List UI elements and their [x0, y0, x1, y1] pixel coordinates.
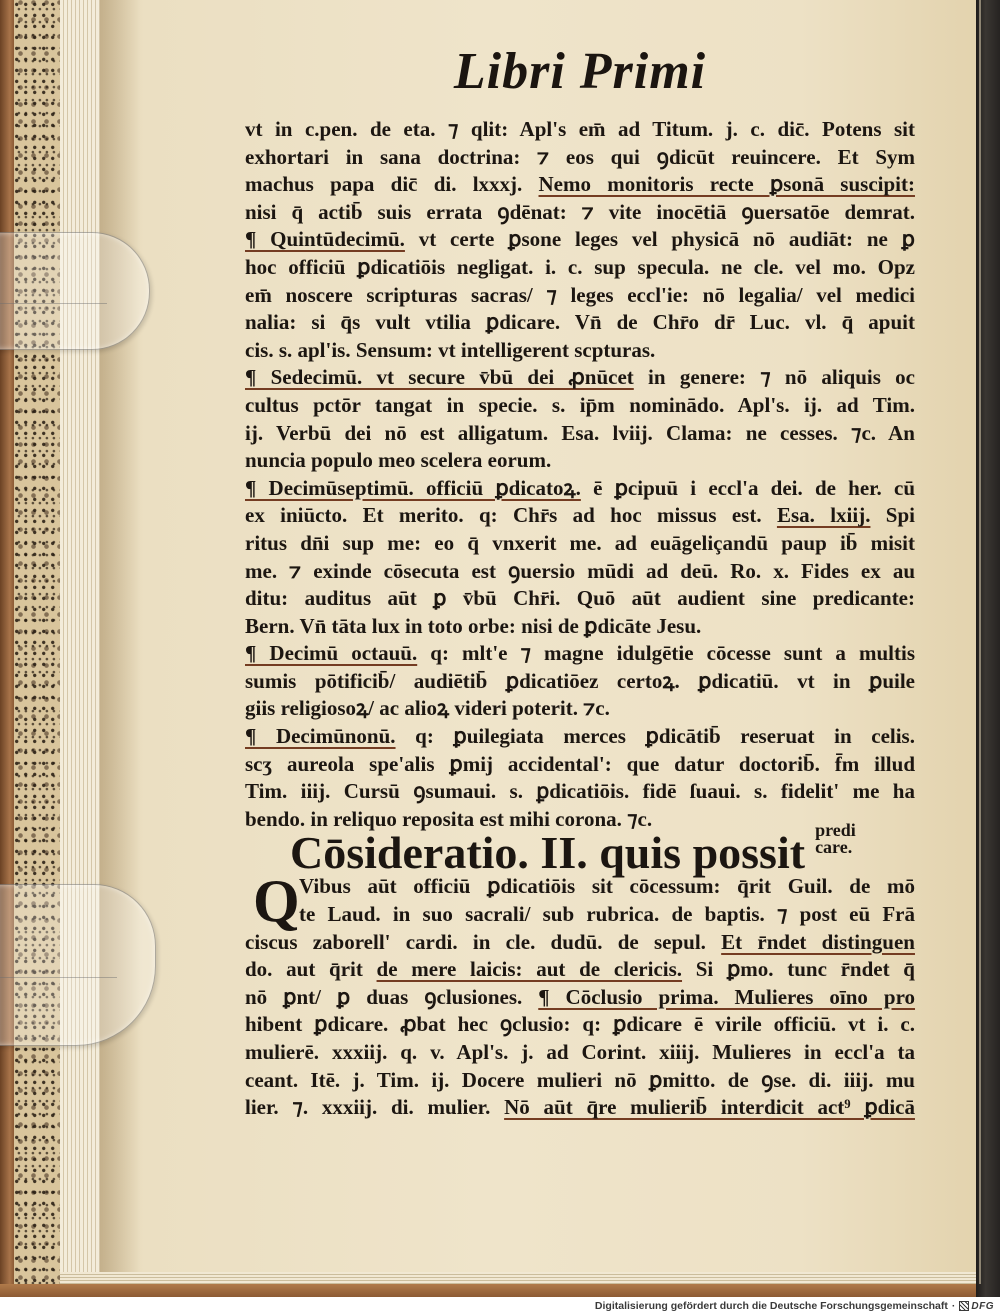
text-segment: ceant. Itē. j. Tim. ij. Docere mulieri nō ꝑmitto. de ꝯse. di. iiij. mu	[245, 1067, 915, 1092]
text-line	[245, 723, 915, 751]
credit-separator: ·	[951, 1300, 956, 1312]
text-segment: nuncia populo meo scelera eorum.	[245, 448, 552, 473]
text-line	[245, 226, 915, 254]
text-line	[245, 309, 915, 337]
text-line	[245, 1011, 915, 1039]
text-segment: q: mlt'e ⁊ magne idulgētie cōcesse sunt a multis	[417, 641, 915, 666]
underlined-phrase: ¶ Quintūdecimū.	[245, 227, 405, 252]
text-segment: machus papa dic̄ di. lxxxj.	[245, 172, 539, 197]
text-line	[245, 873, 915, 901]
text-line	[245, 282, 915, 310]
text-segment: vt in c.pen. de eta. ⁊ qlit: Apl's em̄ ad Titum. j. c. dic̄. Potens sit	[245, 117, 915, 141]
text-segment: hoc officiū ꝑdicatiōis negligat. i. c. sup specula. ne cle. vel mo. Opz	[245, 254, 915, 279]
text-segment: ē ꝑcipuū i eccl'a dei. de her. cū	[580, 475, 915, 500]
text-segment: hibent ꝑdicare. ꝓbat hec ꝯclusio: q: ꝑdicare ē virile officiū. vt i. c.	[245, 1012, 915, 1037]
text-segment: ex iniūcto. Et merito. q: Chr̄s ad hoc missus est.	[245, 503, 777, 528]
running-head: Libri Primi	[453, 43, 707, 100]
text-line	[245, 364, 915, 392]
digitization-credit-bar	[0, 1297, 1000, 1315]
text-segment: q: ꝑuilegiata merces ꝑdicātib̄ reseruat in celis.	[395, 724, 915, 749]
underlined-phrase: Nemo monitoris recte ꝑsonā suscipit:	[538, 172, 915, 197]
section-heading-tail-top: predi	[815, 820, 856, 841]
text-segment: bendo. in reliquo reposita est mihi corona. ⁊c.	[245, 806, 653, 831]
text-segment: vt certe ꝑsone leges vel physicā nō audiāt: ne ꝑ	[404, 227, 915, 252]
dfg-logo-text: DFG	[971, 1300, 994, 1312]
text-segment: sumis pōtificib̄/ audiētib̄ ꝑdicatiōez certoꝝ. ꝑdicatiū. vt in ꝑuile	[245, 668, 915, 693]
underlined-phrase: ¶ Decimūnonū.	[245, 724, 396, 749]
text-segment: lier. ⁊. xxxiij. di. mulier.	[245, 1095, 505, 1120]
text-line	[245, 475, 915, 503]
text-line	[245, 901, 915, 929]
underlined-phrase: de mere laicis: aut de clericis.	[376, 957, 683, 982]
text-line	[245, 1067, 915, 1095]
text-segment: ij. Verbū dei nō est alligatum. Esa. lviij. Clama: ne cesses. ⁊c. An	[245, 420, 915, 445]
text-line	[245, 171, 915, 199]
section-heading-tail	[815, 822, 856, 856]
text-segment: cis. s. apl'is. Sensum: vt intelligerent scpturas.	[245, 337, 656, 362]
text-segment: me. ⁊ exinde cōsecuta est ꝯuersio mūdi ad deū. Ro. x. Fides ex au	[245, 558, 915, 583]
text-segment: nisi q̄ actib̄ suis errata ꝯdēnat: ⁊ vite inocētiā ꝯuersatōe demrat.	[245, 199, 915, 224]
marbled-endpaper	[14, 0, 60, 1290]
text-line	[245, 668, 915, 696]
underlined-phrase: ¶ Cōclusio prima. Mulieres oīno pro	[538, 984, 916, 1009]
underlined-phrase: ¶ Decimū octauū.	[245, 641, 418, 666]
text-line	[245, 254, 915, 282]
text-line	[245, 695, 915, 723]
text-segment: Si ꝑmo. tunc r̄ndet q̄	[682, 957, 915, 982]
page-bottom-edge	[60, 1272, 976, 1284]
section-heading	[245, 820, 915, 879]
text-line	[245, 585, 915, 613]
text-section-2	[245, 868, 916, 1121]
text-segment: exhortari in sana doctrina: ⁊ eos qui ꝯdicūt reuincere. Et Sym	[245, 144, 915, 169]
page-clip-bottom	[0, 884, 156, 1046]
text-line	[245, 778, 915, 806]
text-line	[245, 447, 915, 475]
text-segment: Tim. iiij. Cursū ꝯsumaui. s. ꝑdicatiōis. fidē ſuaui. s. fidelit' me ha	[245, 779, 915, 804]
text-segment: ritus dn̄i sup me: eo q̄ vnxerit me. ad euāgeliçandū paup ib̄ misit	[245, 530, 915, 555]
dfg-logo-icon	[959, 1301, 969, 1311]
text-line	[245, 199, 915, 227]
text-block	[245, 116, 915, 1122]
scan-right-edge	[976, 0, 1000, 1297]
text-segment: ditu: auditus aūt ꝑ v̄bū Chr̄i. Quō aūt audient sine predicante:	[245, 586, 915, 611]
text-segment: in genere: ⁊ nō aliquis oc	[633, 365, 916, 390]
text-line	[245, 1039, 915, 1067]
text-segment: ciscus zaborell' cardi. in cle. dudū. de sepul.	[245, 929, 722, 954]
digitization-credit: Digitalisierung gefördert durch die Deutsche Forschungsgemeinschaft	[594, 1300, 948, 1312]
text-segment: nalia: si q̄s vult vtilia ꝑdicare. Vn̄ de Chr̄o dr̄ Luc. vl. q̄ apuit	[245, 310, 915, 335]
text-segment: em̄ noscere scripturas sacras/ ⁊ leges eccl'ie: nō legalia/ vel medici	[245, 282, 915, 307]
text-line	[245, 144, 915, 172]
underlined-phrase: ¶ Decimūseptimū. officiū ꝑdicatoꝝ.	[245, 475, 581, 500]
text-line	[245, 420, 915, 448]
text-segment: Bern. Vn̄ tāta lux in toto orbe: nisi de ꝑdicāte Jesu.	[245, 613, 702, 638]
text-segment: cultus pctōr tangat in specie. s. ip̄m nominādo. Apl's. ij. ad Tim.	[245, 392, 915, 417]
section-heading-main: Cōsideratio. II. quis possit	[290, 827, 806, 879]
text-line	[245, 530, 915, 558]
text-segment: Vibus aūt officiū ꝑdicatiōis sit cōcessum: q̄rit Guil. de mō	[299, 874, 915, 899]
text-section-1	[245, 116, 915, 833]
text-segment: scʒ aureola spe'alis ꝑmij accidental': que datur doctorib̄. f̄m illud	[245, 751, 915, 776]
binding-leather-edge	[0, 0, 14, 1297]
text-segment: giis religiosoꝝ/ ac alioꝝ videri poterit. ⁊c.	[245, 696, 610, 721]
underlined-phrase: Et r̄ndet distinguen	[721, 929, 915, 954]
text-segment: Spi	[870, 503, 915, 528]
text-line	[245, 956, 915, 984]
text-segment: nō ꝑnt/ ꝑ duas ꝯclusiones.	[245, 984, 539, 1009]
text-line	[245, 116, 915, 144]
text-line	[245, 984, 915, 1012]
underlined-phrase: Esa. lxiij.	[776, 503, 871, 528]
page-clip-top	[0, 232, 150, 350]
text-line	[245, 640, 915, 668]
text-segment: te Laud. in suo sacrali/ sub rubrica. de baptis. ⁊ post eū Frā	[299, 902, 915, 927]
page-stack-edge	[60, 0, 102, 1284]
text-line	[245, 613, 915, 641]
underlined-phrase: ¶ Sedecimū. vt secure v̄bū dei ꝓnūcet	[245, 365, 634, 390]
binding-leather-bottom	[0, 1284, 980, 1297]
text-segment: do. aut q̄rit	[245, 957, 377, 982]
text-line	[245, 502, 915, 530]
text-line	[245, 337, 915, 365]
text-line	[245, 558, 915, 586]
section-heading-tail-bottom: care.	[815, 837, 853, 858]
initial-letter: Q	[253, 868, 300, 935]
underlined-phrase: Nō aūt q̄re mulierib̄ interdicit act⁹ ꝑdicā	[504, 1095, 915, 1120]
text-line	[245, 392, 915, 420]
text-line	[245, 1094, 915, 1122]
dfg-logo	[959, 1301, 994, 1312]
text-line	[245, 929, 915, 957]
text-segment: mulierē. xxxiij. q. v. Apl's. j. ad Corint. xiiij. Mulieres in eccl'a ta	[245, 1040, 915, 1064]
text-line	[245, 751, 915, 779]
